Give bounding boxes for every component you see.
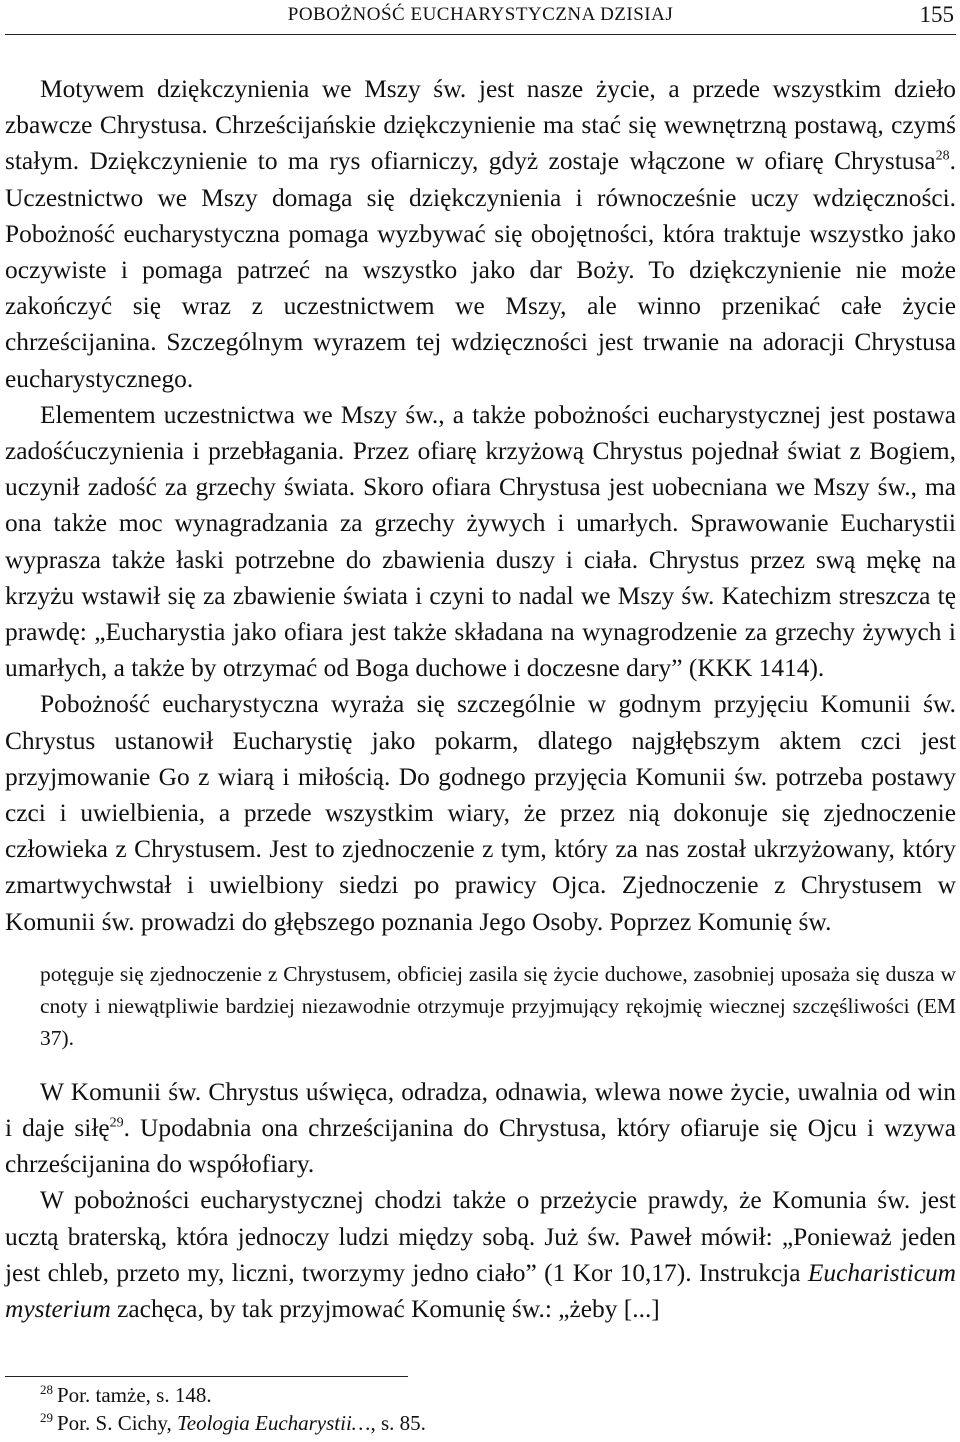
footnote-separator	[5, 1376, 408, 1377]
paragraph-sanctification: W Komunii św. Chrystus uświęca, odradza, odnawia, wlewa nowe życie, uwalnia od win i daje siłę$^{29}$. Upodabnia ona chrześcijanina do Chrystusa, który ofiaruje się Ojcu i wzywa chrześcijanina do współofiary.	[5, 1077, 956, 1179]
paragraph-fraternal-feast: W pobożności eucharystycznej chodzi także o przeżycie prawdy, że Komunia św. jest ucztą braterską, która jednoczy ludzi między sobą. Już św. Paweł mówił: „Ponieważ jeden jest chleb, przeto my, liczni, tworzymy jedno ciało” (1 Kor 10,17). Instrukcja Eucharisticum mysterium zachęca, by tak przyjmować Komunię św.: „żeby [...]	[5, 1186, 956, 1324]
block-quote: potęguje się zjednoczenie z Chrystusem, obficiej zasila się życie duchowe, zasobniej uposaża się dusza w cnoty i niewątpliwie bardziej niezawodnie otrzymuje przyjmujący rękojmię wiecznej szczęśliwości (EM 37).	[40, 961, 956, 1050]
footnote-ref-28[interactable]: 28	[935, 148, 950, 164]
paragraph-thanksgiving: Motywem dziękczynienia we Mszy św. jest nasze życie, a przede wszystkim dzieło zbawcze Chrystusa. Chrześcijańskie dziękczynienie ma stać się wewnętrzną postawą, czymś stałym. Dziękczynienie to ma rys ofiarniczy, gdyż zostaje włączone w ofiarę Chrystusa$^{28}$. Uczestnictwo we Mszy domaga się dziękczynienia i równocześnie uczy wdzięczności. Pobożność eucharystyczna pomaga wyzbywać się obojętności, która traktuje wszystko jako oczywiste i pomaga patrzeć na wszystko jako dar Boży. To dziękczynienie nie może zakończyć się wraz z uczestnictwem we Mszy, ale winno przenikać całe życie chrześcijanina. Szczególnym wyrazem tej wdzięczności jest trwanie na adoracji Chrystusa eucharystycznego.	[5, 75, 956, 393]
main-text	[5, 71, 956, 1327]
footnote-mark: 29	[40, 1410, 53, 1425]
page-header	[5, 0, 956, 35]
paragraph-reparation: Elementem uczestnictwa we Mszy św., a także pobożności eucharystycznej jest postawa zadośćuczynienia i przebłagania. Przez ofiarę krzyżową Chrystus pojednał świat z Bogiem, uczynił zadość za grzechy świata. Skoro ofiara Chrystusa jest uobecniana we Mszy św., ma ona także moc wynagradzania za grzechy żywych i umarłych. Sprawowanie Eucharystii wyprasza także łaski potrzebne do zbawienia duszy i ciała. Chrystus przez swą mękę na krzyżu wstawił się za zbawienie świata i czyni to nadal we Mszy św. Katechizm streszcza tę prawdę: „Eucharystia jako ofiara jest także składana na wynagrodzenie za grzechy żywych i umarłych, a także by otrzymać od Boga duchowe i doczesne dary” (KKK 1414).	[5, 400, 956, 683]
running-head: POBOŻNOŚĆ EUCHARYSTYCZNA DZISIAJ	[287, 4, 674, 25]
instruction-title: Eucharisticum mysterium	[5, 1258, 956, 1324]
footnote-ref-29[interactable]: 29	[109, 1115, 124, 1131]
footnotes	[40, 1381, 426, 1437]
book-title: Teologia Eucharystii…	[177, 1411, 371, 1435]
footnote-29: $^{29}$ Por. S. Cichy, Teologia Eucharystii…, s. 85.	[40, 1410, 426, 1435]
paragraph-communion: Pobożność eucharystyczna wyraża się szczególnie w godnym przyjęciu Komunii św. Chrystus ustanowił Eucharystię jako pokarm, dlatego najgłębszym aktem czci jest przyjmowanie Go z wiarą i miłością. Do godnego przyjęcia Komunii św. potrzeba postawy czci i uwielbienia, a przede wszystkim wiary, że przez nią dokonuje się zjednoczenie człowieka z Chrystusem. Jest to zjednoczenie z tym, który za nas został ukrzyżowany, który zmartwychwstał i uwielbiony siedzi po prawicy Ojca. Zjednoczenie z Chrystusem w Komunii św. prowadzi do głębszego poznania Jego Osoby. Poprzez Komunię św.	[5, 690, 956, 936]
footnote-28: $^{28}$ Por. tamże, s. 148.	[40, 1382, 212, 1407]
page-number: 155	[919, 2, 954, 27]
footnote-mark: 28	[40, 1382, 53, 1397]
